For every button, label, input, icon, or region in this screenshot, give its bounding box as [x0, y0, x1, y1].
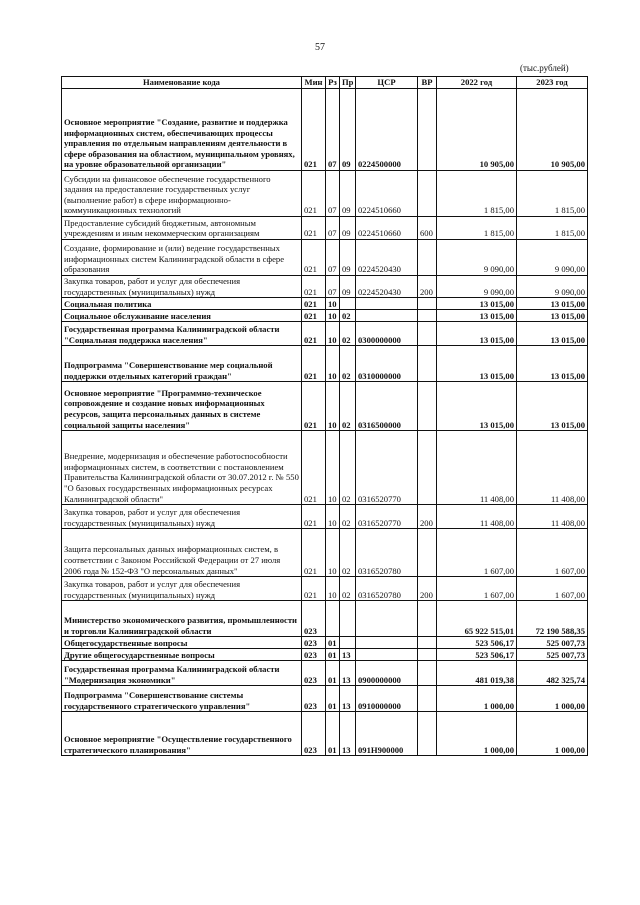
- table-row: [62, 217, 588, 240]
- table-row: [62, 637, 588, 649]
- table-header-row: [62, 77, 588, 89]
- cell-y2022: 1 000,00: [437, 686, 517, 712]
- cell-csr: 0316520770: [356, 431, 418, 505]
- cell-y2022: 13 015,00: [437, 298, 517, 310]
- cell-rz: 01: [326, 712, 340, 756]
- table-row: [62, 686, 588, 712]
- cell-vr: [418, 529, 437, 577]
- cell-csr: 0316520780: [356, 577, 418, 601]
- cell-rz: [326, 601, 340, 637]
- budget-table: [61, 76, 588, 756]
- cell-pr: [340, 298, 356, 310]
- cell-pr: 09: [340, 171, 356, 217]
- cell-rz: 07: [326, 240, 340, 276]
- cell-name: Внедрение, модернизация и обеспечение работоспособности информационных систем, в соответствии с постановлением Правительства Калининградской области от 30.07.2012 г. № 550 "О базовых государственных информационных ресурсах Калининградской области": [62, 431, 302, 505]
- page-number: 57: [315, 42, 325, 53]
- cell-min: 021: [302, 505, 326, 529]
- cell-name: Социальное обслуживание населения: [62, 310, 302, 322]
- table-body: [62, 89, 588, 756]
- cell-min: 023: [302, 637, 326, 649]
- cell-pr: 02: [340, 431, 356, 505]
- cell-name: Закупка товаров, работ и услуг для обеспечения государственных (муниципальных) нужд: [62, 276, 302, 298]
- cell-vr: [418, 661, 437, 686]
- cell-name: Создание, формирование и (или) ведение государственных информационных систем Калининградской области в сфере образования: [62, 240, 302, 276]
- cell-y2023: 1 607,00: [517, 529, 588, 577]
- cell-y2022: 13 015,00: [437, 322, 517, 346]
- table-row: [62, 322, 588, 346]
- cell-y2023: 9 090,00: [517, 276, 588, 298]
- cell-rz: 10: [326, 298, 340, 310]
- table-row: [62, 276, 588, 298]
- cell-name: Основное мероприятие "Создание, развитие и поддержка информационных систем, обеспечивающих процессы управления по отдельным направлениям деятельности в сфере образования на областном, муниципальном уровнях, на уровне образовательной организации": [62, 89, 302, 171]
- cell-rz: 10: [326, 322, 340, 346]
- cell-name: Закупка товаров, работ и услуг для обеспечения государственных (муниципальных) нужд: [62, 577, 302, 601]
- cell-pr: 02: [340, 382, 356, 431]
- cell-name: Субсидии на финансовое обеспечение государственного задания на предоставление государственных услуг (выполнение работ) в сфере информационно-коммуникационных технологий: [62, 171, 302, 217]
- cell-pr: 13: [340, 649, 356, 661]
- cell-pr: 02: [340, 529, 356, 577]
- table-row: [62, 240, 588, 276]
- table-row: [62, 649, 588, 661]
- cell-y2023: 525 007,73: [517, 637, 588, 649]
- cell-csr: 0224510660: [356, 217, 418, 240]
- cell-rz: 07: [326, 171, 340, 217]
- cell-csr: 091Н900000: [356, 712, 418, 756]
- header-min: Мин: [302, 77, 326, 89]
- cell-min: 023: [302, 649, 326, 661]
- cell-vr: [418, 637, 437, 649]
- table-row: [62, 310, 588, 322]
- table-row: [62, 89, 588, 171]
- cell-name: Защита персональных данных информационных систем, в соответствии с Законом Российской Федерации от 27 июля 2006 года № 152-ФЗ "О персональных данных": [62, 529, 302, 577]
- cell-y2022: 523 506,17: [437, 637, 517, 649]
- cell-name: Подпрограмма "Совершенствование системы государственного стратегического управления": [62, 686, 302, 712]
- cell-name: Основное мероприятие "Осуществление государственного стратегического планирования": [62, 712, 302, 756]
- cell-csr: 0316520780: [356, 529, 418, 577]
- cell-name: Закупка товаров, работ и услуг для обеспечения государственных (муниципальных) нужд: [62, 505, 302, 529]
- cell-vr: [418, 601, 437, 637]
- cell-y2022: 10 905,00: [437, 89, 517, 171]
- cell-y2023: 10 905,00: [517, 89, 588, 171]
- cell-y2022: 1 815,00: [437, 171, 517, 217]
- cell-name: Другие общегосударственные вопросы: [62, 649, 302, 661]
- cell-y2022: 9 090,00: [437, 276, 517, 298]
- cell-pr: 09: [340, 276, 356, 298]
- table-row: [62, 171, 588, 217]
- cell-y2023: 11 408,00: [517, 431, 588, 505]
- cell-y2022: 1 815,00: [437, 217, 517, 240]
- table-row: [62, 346, 588, 382]
- cell-name: Предоставление субсидий бюджетным, автономным учреждениям и иным некоммерческим организациям: [62, 217, 302, 240]
- cell-pr: [340, 601, 356, 637]
- cell-y2022: 1 000,00: [437, 712, 517, 756]
- cell-vr: 200: [418, 505, 437, 529]
- table-row: [62, 529, 588, 577]
- cell-pr: 02: [340, 577, 356, 601]
- cell-y2023: 1 000,00: [517, 686, 588, 712]
- cell-rz: 01: [326, 686, 340, 712]
- cell-csr: 0300000000: [356, 322, 418, 346]
- cell-csr: [356, 601, 418, 637]
- cell-y2023: 9 090,00: [517, 240, 588, 276]
- table-row: [62, 577, 588, 601]
- cell-min: 021: [302, 240, 326, 276]
- cell-pr: 13: [340, 686, 356, 712]
- cell-y2022: 523 506,17: [437, 649, 517, 661]
- cell-min: 023: [302, 601, 326, 637]
- cell-vr: [418, 712, 437, 756]
- cell-name: Социальная политика: [62, 298, 302, 310]
- header-2022: 2022 год: [437, 77, 517, 89]
- cell-pr: 02: [340, 322, 356, 346]
- cell-y2023: 72 190 588,35: [517, 601, 588, 637]
- cell-vr: [418, 431, 437, 505]
- cell-min: 021: [302, 89, 326, 171]
- cell-csr: 0910000000: [356, 686, 418, 712]
- cell-y2023: 1 000,00: [517, 712, 588, 756]
- cell-rz: 10: [326, 346, 340, 382]
- cell-vr: [418, 171, 437, 217]
- cell-vr: 200: [418, 577, 437, 601]
- cell-y2023: 11 408,00: [517, 505, 588, 529]
- cell-y2022: 11 408,00: [437, 505, 517, 529]
- cell-csr: 0310000000: [356, 346, 418, 382]
- cell-y2022: 1 607,00: [437, 529, 517, 577]
- cell-vr: [418, 649, 437, 661]
- cell-y2022: 1 607,00: [437, 577, 517, 601]
- cell-y2023: 1 815,00: [517, 171, 588, 217]
- table-row: [62, 661, 588, 686]
- cell-vr: [418, 382, 437, 431]
- cell-min: 021: [302, 276, 326, 298]
- cell-y2023: 13 015,00: [517, 322, 588, 346]
- table-row: [62, 601, 588, 637]
- cell-csr: 0316520770: [356, 505, 418, 529]
- cell-name: Основное мероприятие "Программно-техническое сопровождение и создание новых информационных ресурсов, защита персональных данных в системе социальной защиты населения": [62, 382, 302, 431]
- cell-csr: [356, 637, 418, 649]
- cell-vr: 600: [418, 217, 437, 240]
- cell-vr: [418, 686, 437, 712]
- cell-pr: [340, 637, 356, 649]
- header-csr: ЦСР: [356, 77, 418, 89]
- table-row: [62, 712, 588, 756]
- cell-rz: 01: [326, 649, 340, 661]
- cell-csr: [356, 649, 418, 661]
- cell-rz: 07: [326, 276, 340, 298]
- cell-vr: [418, 322, 437, 346]
- cell-rz: 01: [326, 661, 340, 686]
- cell-rz: 10: [326, 577, 340, 601]
- units-label: (тыс.рублей): [520, 63, 569, 73]
- cell-min: 021: [302, 310, 326, 322]
- header-rz: Рз: [326, 77, 340, 89]
- cell-rz: 10: [326, 505, 340, 529]
- cell-y2023: 1 815,00: [517, 217, 588, 240]
- cell-pr: 13: [340, 712, 356, 756]
- cell-y2023: 482 325,74: [517, 661, 588, 686]
- cell-min: 021: [302, 346, 326, 382]
- cell-y2022: 13 015,00: [437, 310, 517, 322]
- cell-rz: 10: [326, 310, 340, 322]
- cell-min: 021: [302, 382, 326, 431]
- cell-csr: 0316500000: [356, 382, 418, 431]
- cell-name: Общегосударственные вопросы: [62, 637, 302, 649]
- cell-csr: [356, 310, 418, 322]
- cell-vr: [418, 89, 437, 171]
- cell-min: 021: [302, 171, 326, 217]
- cell-y2023: 13 015,00: [517, 310, 588, 322]
- cell-rz: 07: [326, 217, 340, 240]
- cell-csr: 0224510660: [356, 171, 418, 217]
- cell-pr: 09: [340, 217, 356, 240]
- cell-y2023: 13 015,00: [517, 382, 588, 431]
- cell-rz: 07: [326, 89, 340, 171]
- cell-csr: [356, 298, 418, 310]
- cell-min: 021: [302, 529, 326, 577]
- cell-pr: 02: [340, 505, 356, 529]
- cell-vr: [418, 298, 437, 310]
- header-name: Наименование кода: [62, 77, 302, 89]
- table-row: [62, 431, 588, 505]
- cell-name: Подпрограмма "Совершенствование мер социальной поддержки отдельных категорий граждан": [62, 346, 302, 382]
- cell-min: 021: [302, 322, 326, 346]
- cell-y2022: 11 408,00: [437, 431, 517, 505]
- table-row: [62, 505, 588, 529]
- cell-min: 023: [302, 686, 326, 712]
- cell-y2022: 13 015,00: [437, 382, 517, 431]
- cell-y2023: 525 007,73: [517, 649, 588, 661]
- cell-y2023: 13 015,00: [517, 298, 588, 310]
- cell-pr: 02: [340, 346, 356, 382]
- header-2023: 2023 год: [517, 77, 588, 89]
- cell-y2022: 13 015,00: [437, 346, 517, 382]
- cell-y2022: 481 019,38: [437, 661, 517, 686]
- cell-pr: 02: [340, 310, 356, 322]
- table-row: [62, 382, 588, 431]
- cell-pr: 09: [340, 89, 356, 171]
- cell-name: Министерство экономического развития, промышленности и торговли Калининградской области: [62, 601, 302, 637]
- cell-csr: 0224520430: [356, 240, 418, 276]
- cell-name: Государственная программа Калининградской области "Социальная поддержка населения": [62, 322, 302, 346]
- cell-min: 021: [302, 431, 326, 505]
- cell-vr: [418, 310, 437, 322]
- cell-min: 023: [302, 661, 326, 686]
- cell-rz: 01: [326, 637, 340, 649]
- cell-csr: 0900000000: [356, 661, 418, 686]
- cell-y2023: 1 607,00: [517, 577, 588, 601]
- cell-min: 021: [302, 577, 326, 601]
- cell-rz: 10: [326, 382, 340, 431]
- table-row: [62, 298, 588, 310]
- cell-pr: 13: [340, 661, 356, 686]
- cell-vr: [418, 346, 437, 382]
- cell-rz: 10: [326, 431, 340, 505]
- header-pr: Пр: [340, 77, 356, 89]
- cell-name: Государственная программа Калининградской области "Модернизация экономики": [62, 661, 302, 686]
- cell-y2022: 65 922 515,01: [437, 601, 517, 637]
- cell-csr: 0224520430: [356, 276, 418, 298]
- cell-pr: 09: [340, 240, 356, 276]
- cell-min: 023: [302, 712, 326, 756]
- cell-vr: [418, 240, 437, 276]
- cell-y2022: 9 090,00: [437, 240, 517, 276]
- cell-y2023: 13 015,00: [517, 346, 588, 382]
- cell-min: 021: [302, 298, 326, 310]
- cell-vr: 200: [418, 276, 437, 298]
- cell-min: 021: [302, 217, 326, 240]
- cell-csr: 0224500000: [356, 89, 418, 171]
- cell-rz: 10: [326, 529, 340, 577]
- header-vr: ВР: [418, 77, 437, 89]
